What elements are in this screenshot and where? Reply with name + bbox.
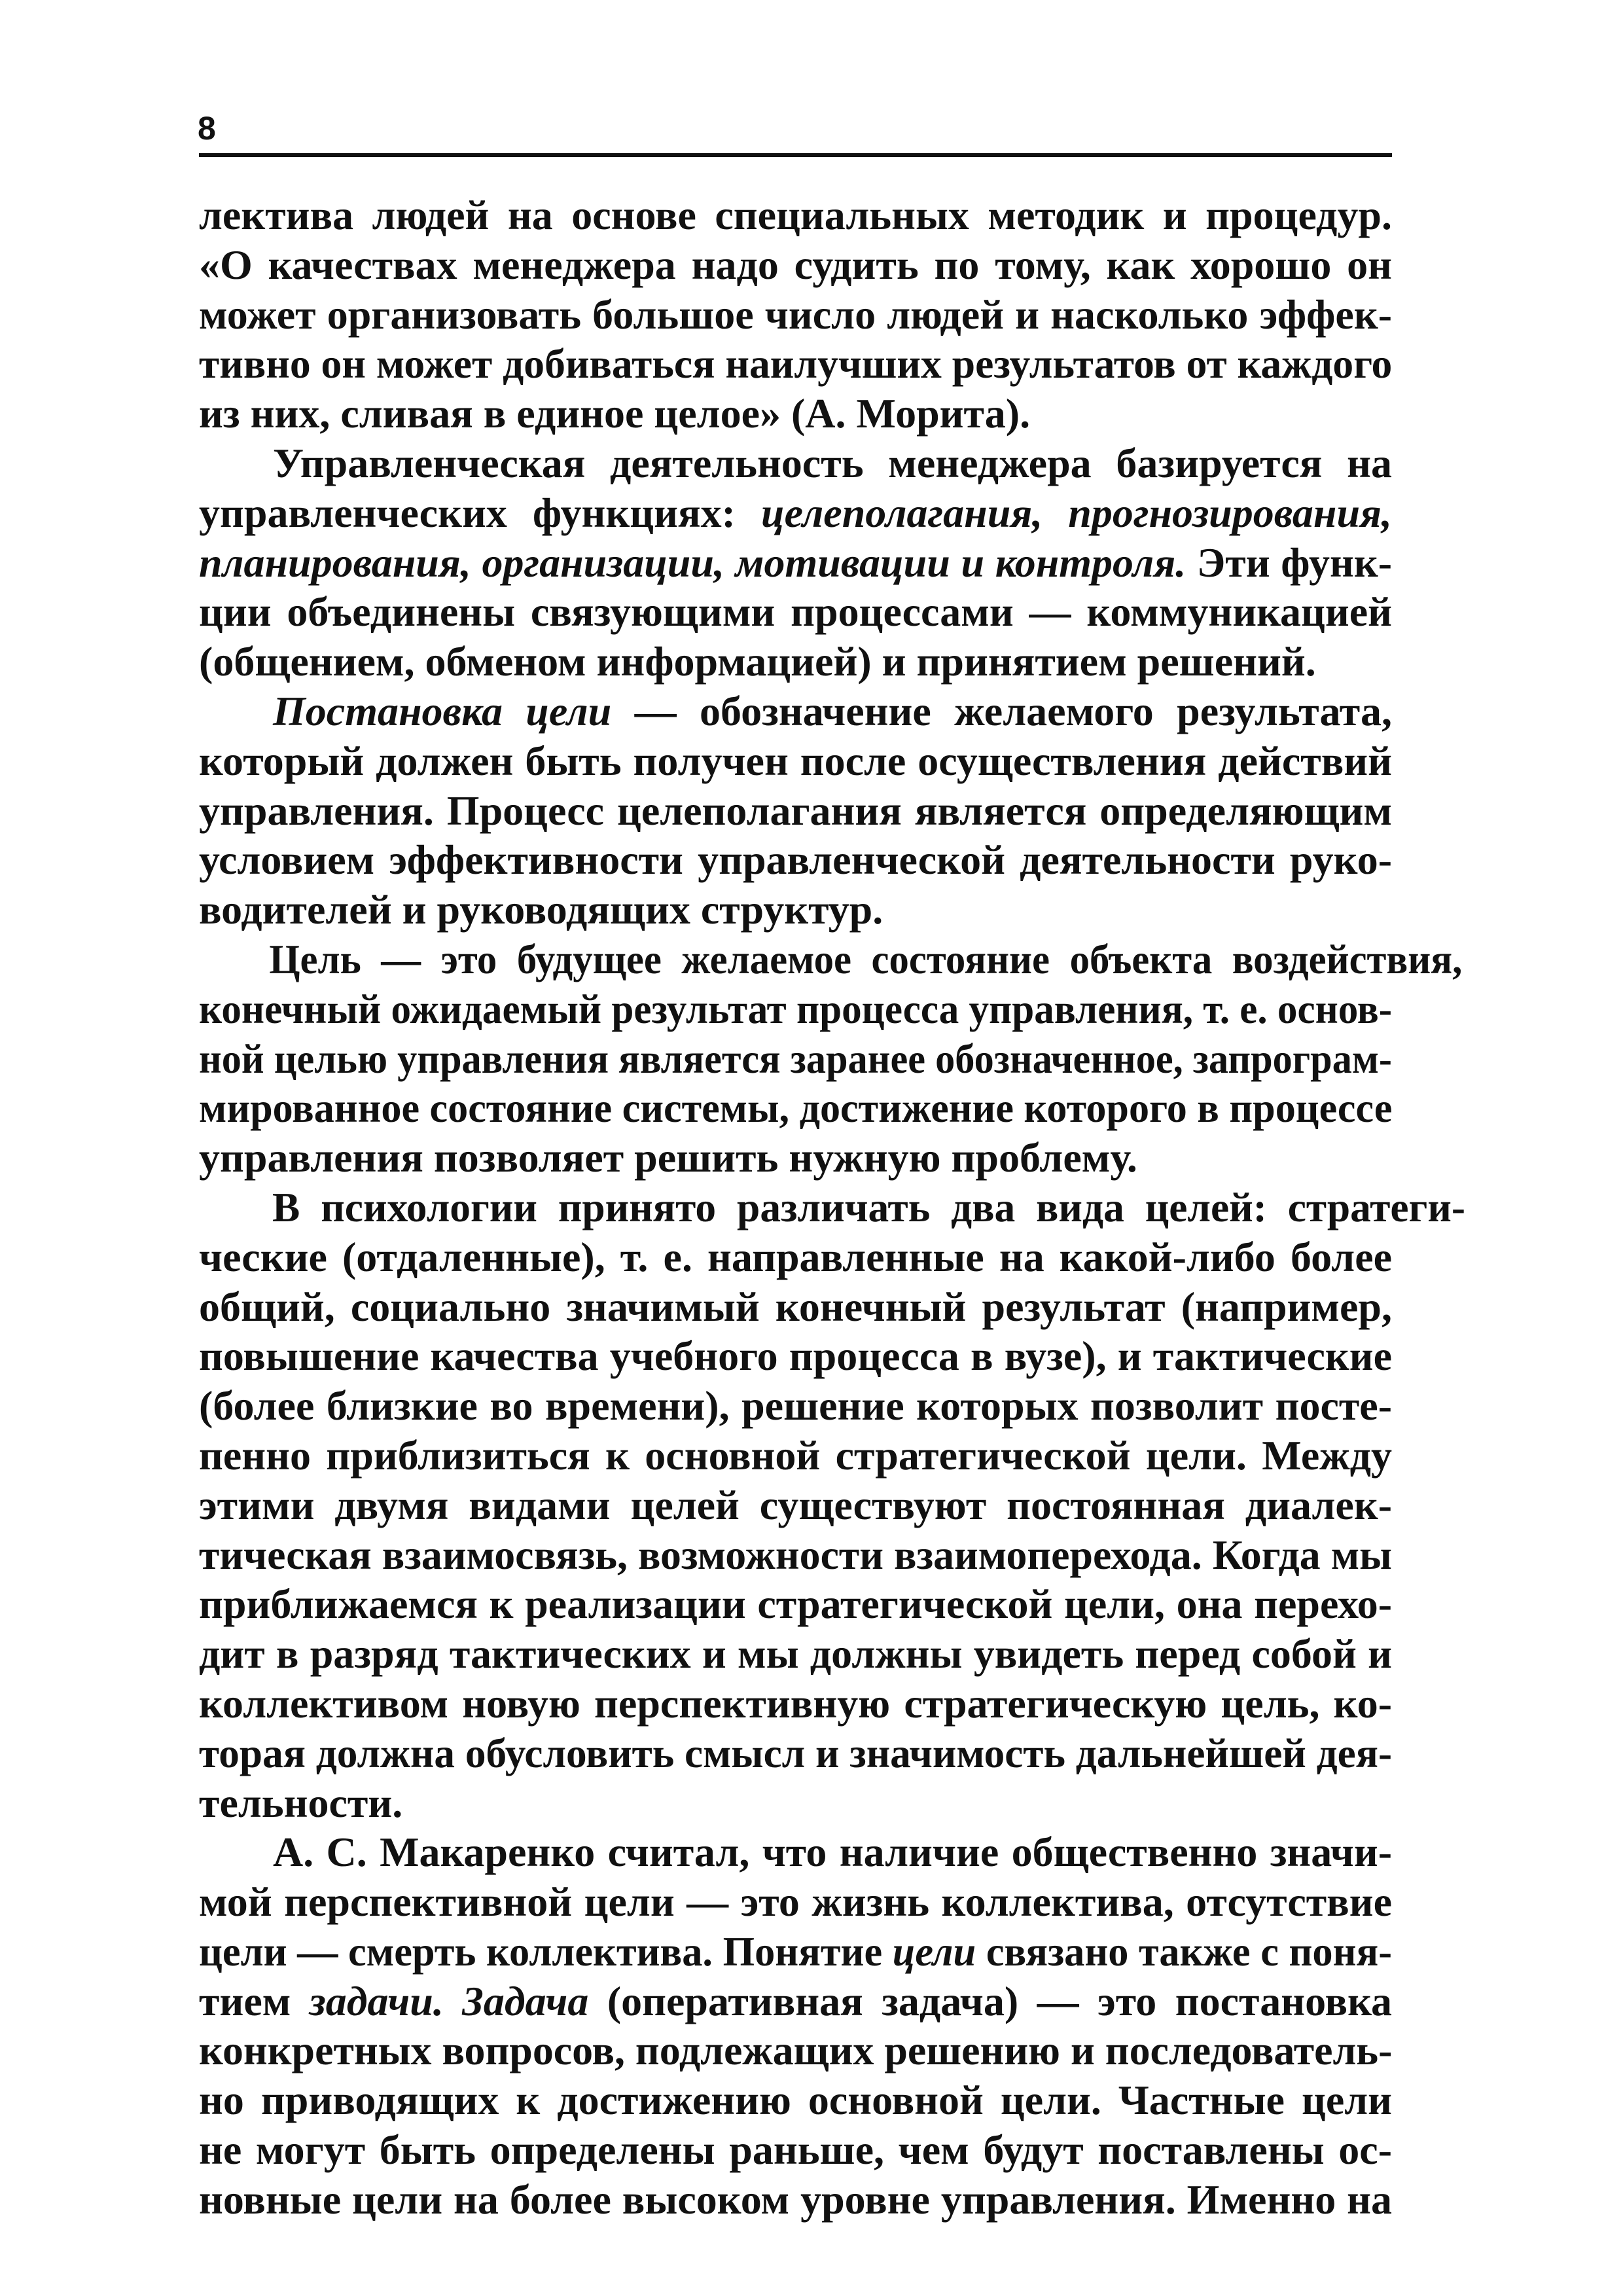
text-line xyxy=(199,1977,1392,2026)
text-line xyxy=(199,240,1392,290)
paragraph xyxy=(199,935,1463,1183)
text-segment: водителей и руководящих структур. xyxy=(199,886,883,933)
text-line xyxy=(199,1530,1392,1580)
text-segment: связано также с поня- xyxy=(976,1928,1392,1975)
text-line xyxy=(199,1183,1465,1232)
text-line xyxy=(199,1381,1392,1431)
text-segment: лектива людей на основе специальных методик и процедур. xyxy=(199,192,1392,238)
text-line xyxy=(199,1827,1392,1877)
text-segment: Управленческая деятельность менеджера базируется на xyxy=(273,439,1392,486)
italic-term: задачи. Задача xyxy=(309,1977,589,2024)
text-line xyxy=(199,1729,1392,1778)
text-segment: «О качествах менеджера надо судить по тому, как хорошо он xyxy=(199,241,1392,288)
text-segment: тельности. xyxy=(199,1779,403,1826)
text-line xyxy=(199,637,1392,687)
text-line xyxy=(199,1480,1392,1530)
text-segment: торая должна обусловить смысл и значимость дальнейшей дея- xyxy=(199,1729,1393,1776)
text-line xyxy=(199,1927,1392,1977)
text-line xyxy=(199,1133,1392,1183)
text-segment: (более близкие во времени), решение которых позволит посте- xyxy=(199,1382,1392,1429)
text-segment: (общением, обменом информацией) и принятием решений. xyxy=(199,638,1316,685)
text-segment: ной целью управления является заранее обозначенное, запрограм- xyxy=(199,1035,1392,1082)
text-line xyxy=(199,1629,1392,1679)
text-line xyxy=(199,885,1392,935)
text-line xyxy=(199,1431,1392,1480)
body-text xyxy=(199,190,1466,2225)
text-line xyxy=(199,1679,1392,1729)
text-line xyxy=(199,538,1392,588)
text-segment: но приводящих к достижению основной цели. Частные цели xyxy=(199,2077,1392,2124)
text-line xyxy=(199,1778,1392,1828)
text-segment: Цель — это будущее желаемое состояние объекта воздействия, xyxy=(269,935,1463,982)
italic-term: планирования, организации, мотивации и контроля. xyxy=(199,539,1186,586)
text-segment: тием xyxy=(199,1977,310,2024)
text-segment: дит в разряд тактических и мы должны увидеть перед собой и xyxy=(199,1630,1392,1677)
text-segment: который должен быть получен после осуществления действий xyxy=(199,737,1392,784)
text-line xyxy=(199,1877,1392,1927)
text-line xyxy=(199,935,1462,984)
text-line xyxy=(199,984,1392,1034)
text-segment: из них, сливая в единое целое» (А. Морита). xyxy=(199,390,1031,437)
text-segment: ческие (отдаленные), т. е. направленные на какой-либо более xyxy=(199,1233,1392,1280)
text-segment: приближаемся к реализации стратегической цели, она перехо- xyxy=(199,1581,1392,1628)
text-line xyxy=(199,835,1392,885)
text-line xyxy=(199,2125,1392,2175)
text-segment: новные цели на более высоком уровне управления. Именно на xyxy=(199,2176,1392,2223)
text-segment: управленческих функциях: xyxy=(199,489,762,536)
text-line xyxy=(199,290,1392,340)
paragraph xyxy=(199,687,1392,935)
text-segment: коллективом новую перспективную стратегическую цель, ко- xyxy=(199,1679,1392,1727)
text-segment: может организовать большое число людей и насколько эффек- xyxy=(199,291,1392,338)
text-segment: цели — смерть коллектива. Понятие xyxy=(199,1928,893,1975)
text-segment: А. С. Макаренко считал, что наличие общественно значи- xyxy=(273,1829,1392,1876)
text-segment: конечный ожидаемый результат процесса управления, т. е. основ- xyxy=(199,985,1393,1032)
text-line xyxy=(199,736,1392,786)
text-segment: конкретных вопросов, подлежащих решению и последователь- xyxy=(199,2027,1393,2074)
text-line xyxy=(199,2026,1392,2075)
text-segment: В психологии принято различать два вида целей: стратеги- xyxy=(272,1183,1466,1230)
paragraph xyxy=(199,439,1392,687)
header-rule xyxy=(199,153,1392,157)
text-line xyxy=(199,1282,1392,1332)
paragraph xyxy=(199,1183,1466,1827)
text-line xyxy=(199,1083,1392,1133)
text-segment: — обозначение желаемого результата, xyxy=(611,687,1393,734)
italic-term: целеполагания, прогнозирования, xyxy=(761,489,1393,536)
text-segment: (оперативная задача) — это постановка xyxy=(588,1977,1393,2024)
text-segment: пенно приблизиться к основной стратегической цели. Между xyxy=(199,1431,1392,1479)
text-segment: мой перспективной цели — это жизнь коллектива, отсутствие xyxy=(199,1878,1392,1926)
text-segment: повышение качества учебного процесса в вузе), и тактические xyxy=(199,1333,1392,1380)
text-line xyxy=(199,2075,1392,2125)
text-segment: условием эффективности управленческой деятельности руко- xyxy=(199,836,1392,884)
text-line xyxy=(199,339,1392,389)
text-line xyxy=(199,1331,1392,1381)
text-segment: управления позволяет решить нужную проблему. xyxy=(199,1134,1137,1181)
text-line xyxy=(199,786,1392,836)
text-segment: Эти функ- xyxy=(1186,539,1392,586)
paragraph xyxy=(199,190,1392,439)
text-segment: мированное состояние системы, достижение которого в процессе xyxy=(199,1085,1393,1132)
page-number: 8 xyxy=(198,110,216,147)
text-line xyxy=(199,1034,1392,1084)
text-segment: не могут быть определены раньше, чем будут поставлены ос- xyxy=(199,2126,1392,2174)
text-segment: тивно он может добиваться наилучших результатов от каждого xyxy=(199,340,1393,387)
text-line xyxy=(199,1232,1392,1282)
text-line xyxy=(199,190,1392,240)
text-segment: этими двумя видами целей существуют постоянная диалек- xyxy=(199,1481,1392,1528)
text-segment: ции объединены связующими процессами — коммуникацией xyxy=(199,588,1392,636)
text-line xyxy=(199,587,1392,637)
italic-term: цели xyxy=(892,1928,976,1975)
text-line xyxy=(199,439,1392,488)
text-line xyxy=(199,389,1392,439)
text-segment: управления. Процесс целеполагания является определяющим xyxy=(199,787,1392,834)
text-line xyxy=(199,2175,1392,2225)
text-segment: общий, социально значимый конечный результат (например, xyxy=(199,1283,1392,1330)
text-line xyxy=(199,687,1392,736)
paragraph xyxy=(199,1827,1392,2224)
text-line xyxy=(199,488,1392,538)
text-segment: тическая взаимосвязь, возможности взаимоперехода. Когда мы xyxy=(199,1531,1392,1578)
italic-term: Постановка цели xyxy=(273,687,612,734)
text-line xyxy=(199,1579,1392,1629)
